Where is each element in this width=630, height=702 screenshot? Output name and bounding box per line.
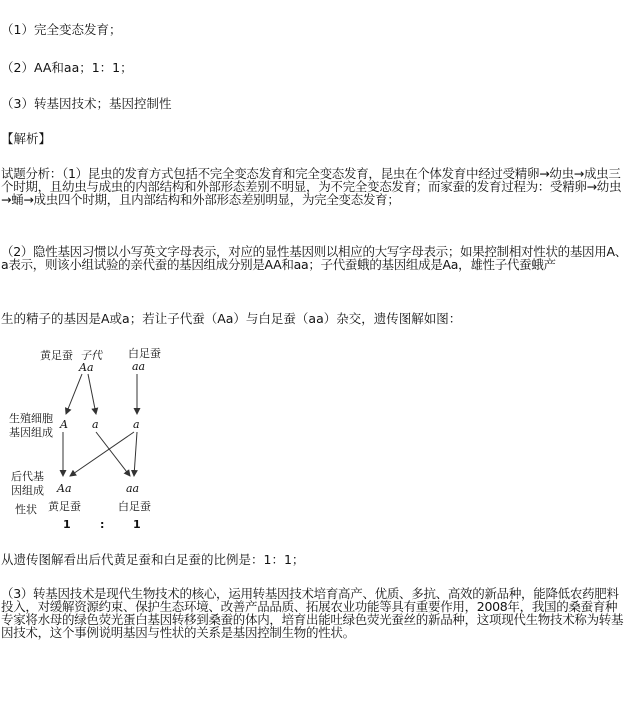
parent-right-genotype: aa bbox=[132, 360, 146, 373]
analysis-paragraph-4: 从遗传图解看出后代黄足蚕和白足蚕的比例是：1：1； bbox=[1, 552, 305, 567]
offspring-Aa: Aa bbox=[57, 482, 72, 495]
analysis-paragraph-1: 试题分析：（1）昆虫的发育方式包括不完全变态发育和完全变态发育，昆虫在个体发育中经过受精卵→幼虫→成虫三个时期，且幼虫与成虫的内部结构和外部形态差别不明显，为不完全变态发育；而家蚕的发育过程为：受精卵→幼虫→蛹→成虫四个时期，且内部结构和外部形态差别明显，为完全变态发育； bbox=[1, 166, 622, 207]
gamete-A: A bbox=[60, 418, 68, 431]
parent-left-label: 黄足蚕 bbox=[40, 349, 73, 362]
trait-row-label: 性状 bbox=[15, 503, 37, 516]
analysis-paragraph-5: （3）转基因技术是现代生物技术的核心，运用转基因技术培育高产、优质、多抗、高效的新品种，能降低农药肥料投入，对缓解资源约束、保护生态环境、改善产品品质、拓展农业功能等具有重要作用，2008年，我国的桑蚕育种专家将水母的绿色荧光蛋白基因转移到桑蚕的体内，培育出能吐绿色荧光蚕丝的新品种，这项现代生物技术称为转基因技术，这个事例说明基因与性状的关系是基因控制生物的性状。 bbox=[1, 586, 624, 640]
ratio-yellow: 1 bbox=[63, 518, 71, 531]
ratio-separator: : bbox=[100, 518, 105, 531]
offspring-aa: aa bbox=[126, 482, 140, 495]
genetic-cross-diagram bbox=[0, 340, 260, 540]
offspring-row-label-2: 因组成 bbox=[11, 484, 44, 497]
offspring-row-label-1: 后代基 bbox=[11, 470, 44, 483]
gamete-row-label-1: 生殖细胞 bbox=[9, 412, 53, 425]
parent-right-label: 白足蚕 bbox=[128, 347, 161, 360]
trait-yellow: 黄足蚕 bbox=[48, 500, 81, 513]
gamete-a-left: a bbox=[92, 418, 99, 431]
gamete-a-right: a bbox=[133, 418, 140, 431]
analysis-header: 【解析】 bbox=[1, 131, 52, 146]
ratio-white: 1 bbox=[133, 518, 141, 531]
arrow-parent-to-A bbox=[66, 374, 82, 414]
parent-left-genotype: Aa bbox=[79, 361, 94, 374]
parent-left-sub: 子代 bbox=[80, 349, 102, 362]
analysis-paragraph-3: 生的精子的基因是A或a；若让子代蚕（Aa）与白足蚕（aa）杂交，遗传图解如图： bbox=[1, 311, 462, 326]
answer-2: （2）AA和aa；1：1； bbox=[1, 60, 133, 75]
analysis-paragraph-2: （2）隐性基因习惯以小写英文字母表示，对应的显性基因则以相应的大写字母表示；如果控制相对性状的基因用A、a表示，则该小组试验的亲代蚕的基因组成分别是AA和aa；子代蚕蛾的基因组成是Aa，雄性子代蚕蛾产 bbox=[1, 244, 627, 272]
gamete-row-label-2: 基因组成 bbox=[9, 426, 53, 439]
trait-white: 白足蚕 bbox=[118, 500, 151, 513]
arrow-parent-to-a bbox=[88, 374, 96, 414]
answer-1: （1）完全变态发育； bbox=[1, 22, 122, 37]
arrow-a-right-to-aa bbox=[134, 432, 137, 476]
answer-3: （3）转基因技术；基因控制性 bbox=[1, 96, 172, 111]
